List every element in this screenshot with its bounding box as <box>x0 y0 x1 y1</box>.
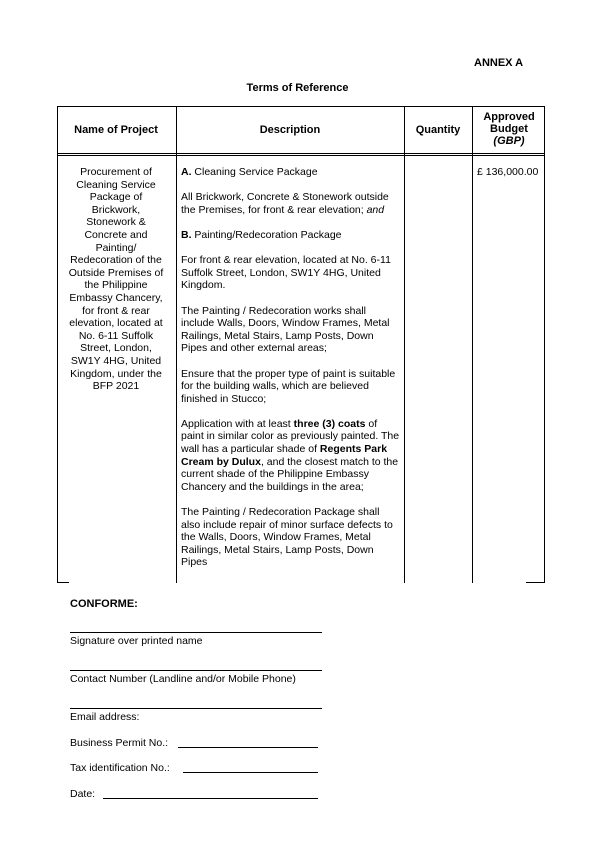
document-title: Terms of Reference <box>246 82 349 94</box>
left-bottom-stub <box>57 582 69 583</box>
project-line: Outside Premises of <box>68 266 164 279</box>
application-text-3: , and the closest match to the current shade of the Philippine Embassy Chancery and the buildings in the area; <box>181 455 399 493</box>
project-line: Embassy Chancery, <box>69 291 163 304</box>
column-header-description: Description <box>259 124 321 136</box>
project-name-cell <box>61 166 171 393</box>
project-line: for front & rear <box>82 304 150 317</box>
header-bottom-border-double <box>57 155 545 156</box>
date-line <box>103 798 318 799</box>
project-line: elevation, located at <box>69 317 163 330</box>
conforme-heading: CONFORME: <box>70 598 138 610</box>
tax-id-line <box>183 772 318 773</box>
section-a-title: Cleaning Service Package <box>191 166 318 178</box>
section-b-letter: B. <box>181 228 192 241</box>
section-a-text <box>181 191 401 216</box>
section-a-body: All Brickwork, Concrete & Stonework outside the Premises, for front & rear elevation; <box>181 191 389 216</box>
coats-emphasis: three (3) coats <box>293 417 366 430</box>
contact-label: Contact Number (Landline and/or Mobile Phone) <box>70 673 296 685</box>
section-a-heading <box>181 166 401 179</box>
application-text-1: Application with at least <box>181 417 294 430</box>
project-line: Painting/ <box>95 241 137 254</box>
date-label: Date: <box>70 788 96 800</box>
repair-paragraph: The Painting / Redecoration Package shall also include repair of minor surface defects to the Walls, Doors, Window Frames, Metal Railings, Metal Stairs, Lamp Posts, Down Pipes <box>181 506 393 569</box>
project-line: Concrete and <box>84 228 148 241</box>
paint-type-paragraph: Ensure that the proper type of paint is suitable for the building walls, which are believed finished in Stucco; <box>181 367 396 405</box>
project-line: Street, London, <box>80 342 152 355</box>
section-b-heading <box>181 229 401 242</box>
column-header-quantity: Quantity <box>415 124 461 136</box>
project-line: Package of <box>89 191 143 204</box>
budget-header-line2: Budget <box>490 123 528 135</box>
business-permit-line <box>178 747 318 748</box>
project-line: BFP 2021 <box>92 380 140 393</box>
table-border-left <box>57 156 58 583</box>
header-bottom-border <box>57 153 545 154</box>
column-divider-1 <box>176 106 177 583</box>
section-a-letter: A. <box>181 166 192 178</box>
section-b-title: Painting/Redecoration Package <box>191 228 342 241</box>
project-line: Stonework & <box>86 216 146 229</box>
project-line: Cleaning Service <box>76 178 156 191</box>
signature-label: Signature over printed name <box>70 635 203 647</box>
project-line: Redecoration of the <box>70 254 162 267</box>
project-line: Kingdom, under the <box>70 367 162 380</box>
signature-line <box>70 632 322 633</box>
budget-header-line1: Approved <box>483 111 535 123</box>
works-paragraph: The Painting / Redecoration works shall include Walls, Doors, Window Frames, Metal Railings, Metal Stairs, Lamp Posts, Down Pipes and other external areas; <box>181 304 390 355</box>
project-line: SW1Y 4HG, United <box>70 354 162 367</box>
approved-budget-value: £ 136,000.00 <box>477 166 539 178</box>
project-line: the Philippine <box>84 279 148 292</box>
column-header-budget <box>473 111 545 147</box>
contact-line <box>70 670 322 671</box>
annex-label: ANNEX A <box>474 57 524 69</box>
right-bottom-stub <box>526 582 545 583</box>
column-divider-2 <box>404 106 405 583</box>
section-b-location: For front & rear elevation, located at No. 6-11 Suffolk Street, London, SW1Y 4HG, United Kingdom. <box>181 254 391 292</box>
table-border-right <box>544 156 545 583</box>
budget-header-currency: (GBP) <box>493 135 525 147</box>
project-line: Brickwork, <box>91 203 141 216</box>
terms-table <box>57 106 545 586</box>
column-divider-3 <box>472 106 473 583</box>
description-cell <box>181 166 401 582</box>
business-permit-label: Business Permit No.: <box>70 737 169 749</box>
project-line: Procurement of <box>80 166 152 178</box>
section-a-and: and <box>366 203 385 216</box>
tax-id-label: Tax identification No.: <box>70 762 170 774</box>
application-paragraph <box>181 418 401 494</box>
project-line: No. 6-11 Suffolk <box>78 329 154 342</box>
paint-shade-emphasis: Regents Park Cream by Dulux <box>181 443 388 468</box>
email-line <box>70 708 322 709</box>
email-label: Email address: <box>70 711 140 723</box>
application-text-2: of paint in similar color as previously painted. The wall has a particular shade of <box>181 417 400 456</box>
column-header-project: Name of Project <box>74 124 158 136</box>
